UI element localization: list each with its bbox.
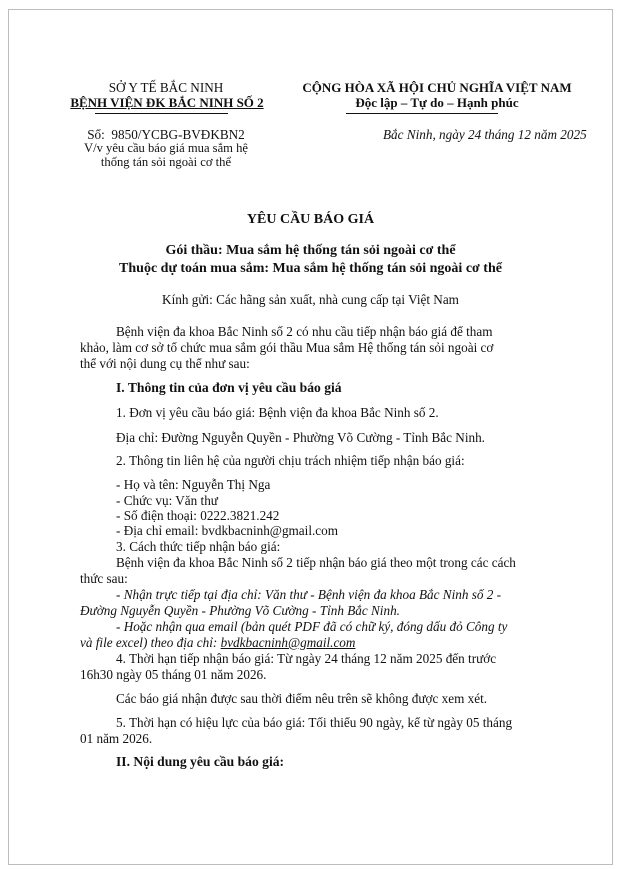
item-3-desc-line-2: thức sau: (80, 571, 128, 586)
method-2-line-2 (80, 635, 355, 651)
contact-position: - Chức vụ: Văn thư (116, 493, 218, 508)
subject-line-2: thống tán sỏi ngoài cơ thể (100, 155, 232, 169)
contact-phone: - Số điện thoại: 0222.3821.242 (116, 508, 280, 523)
section-1-heading: I. Thông tin của đơn vị yêu cầu báo giá (116, 380, 342, 395)
address: Địa chỉ: Đường Nguyễn Quyền - Phường Võ Cường - Tỉnh Bắc Ninh. (116, 430, 485, 445)
intro-line-3: thể với nội dung cụ thể như sau: (80, 356, 250, 371)
doc-number-value: 9850/YCBG-BVĐKBN2 (111, 127, 245, 142)
item-4-line-2: 16h30 ngày 05 tháng 01 năm 2026. (80, 667, 267, 682)
item-3-desc-line-1: Bệnh viện đa khoa Bắc Ninh số 2 tiếp nhận báo giá theo một trong các cách (116, 555, 516, 570)
item-1: 1. Đơn vị yêu cầu báo giá: Bệnh viện đa khoa Bắc Ninh số 2. (116, 405, 439, 420)
email-link[interactable]: bvdkbacninh@gmail.com (220, 635, 356, 650)
method-2-line-1: - Hoặc nhận qua email (bản quét PDF đã có chữ ký, đóng dấu đỏ Công ty (116, 619, 508, 634)
method-1-line-1: - Nhận trực tiếp tại địa chỉ: Văn thư - Bệnh viện đa khoa Bắc Ninh số 2 - (116, 587, 502, 602)
method-1-line-2: Đường Nguyễn Quyền - Phường Võ Cường - Tỉnh Bắc Ninh. (80, 603, 400, 618)
contact-name: - Họ và tên: Nguyễn Thị Nga (116, 477, 271, 492)
place-date: Bắc Ninh, ngày 24 tháng 12 năm 2025 (383, 127, 587, 142)
intro-line-1: Bệnh viện đa khoa Bắc Ninh số 2 có nhu cầu tiếp nhận báo giá để tham (116, 324, 493, 339)
header-left-rule (95, 113, 228, 114)
motto-underline (346, 113, 498, 114)
national-title: CỘNG HÒA XÃ HỘI CHỦ NGHĨA VIỆT NAM (302, 80, 572, 95)
subject-line-1: V/v yêu cầu báo giá mua sắm hệ (83, 141, 248, 155)
document-title: YÊU CẦU BÁO GIÁ (246, 212, 375, 227)
doc-number-label: Số: (87, 127, 105, 142)
hospital-name: BỆNH VIỆN ĐK BẮC NINH SỐ 2 (70, 95, 264, 110)
estimate-name: Thuộc dự toán mua sắm: Mua sắm hệ thống tán sỏi ngoài cơ thể (119, 261, 502, 276)
item-2: 2. Thông tin liên hệ của người chịu trách nhiệm tiếp nhận báo giá: (116, 453, 465, 468)
contact-email: - Địa chỉ email: bvdkbacninh@gmail.com (116, 523, 338, 538)
intro-line-2: khảo, làm cơ sở tổ chức mua sắm gói thầu Mua sắm Hệ thống tán sỏi ngoài cơ (80, 340, 494, 355)
late-note: Các báo giá nhận được sau thời điểm nêu trên sẽ không được xem xét. (116, 691, 488, 706)
method-2-prefix: và file excel) theo địa chỉ: (80, 635, 221, 650)
item-5-line-2: 01 năm 2026. (80, 731, 153, 746)
section-2-heading: II. Nội dung yêu cầu báo giá: (116, 754, 285, 769)
recipient: Kính gửi: Các hãng sản xuất, nhà cung cấp tại Việt Nam (162, 292, 459, 307)
national-motto: Độc lập – Tự do – Hạnh phúc (355, 95, 519, 110)
agency-name: SỞ Y TẾ BẮC NINH (108, 80, 224, 95)
item-4-line-1: 4. Thời hạn tiếp nhận báo giá: Từ ngày 24 tháng 12 năm 2025 đến trước (116, 651, 497, 666)
item-5-line-1: 5. Thời hạn có hiệu lực của báo giá: Tối thiểu 90 ngày, kể từ ngày 05 tháng (116, 715, 513, 730)
package-name: Gói thầu: Mua sắm hệ thống tán sỏi ngoài cơ thể (165, 243, 456, 258)
item-3: 3. Cách thức tiếp nhận báo giá: (116, 539, 281, 554)
